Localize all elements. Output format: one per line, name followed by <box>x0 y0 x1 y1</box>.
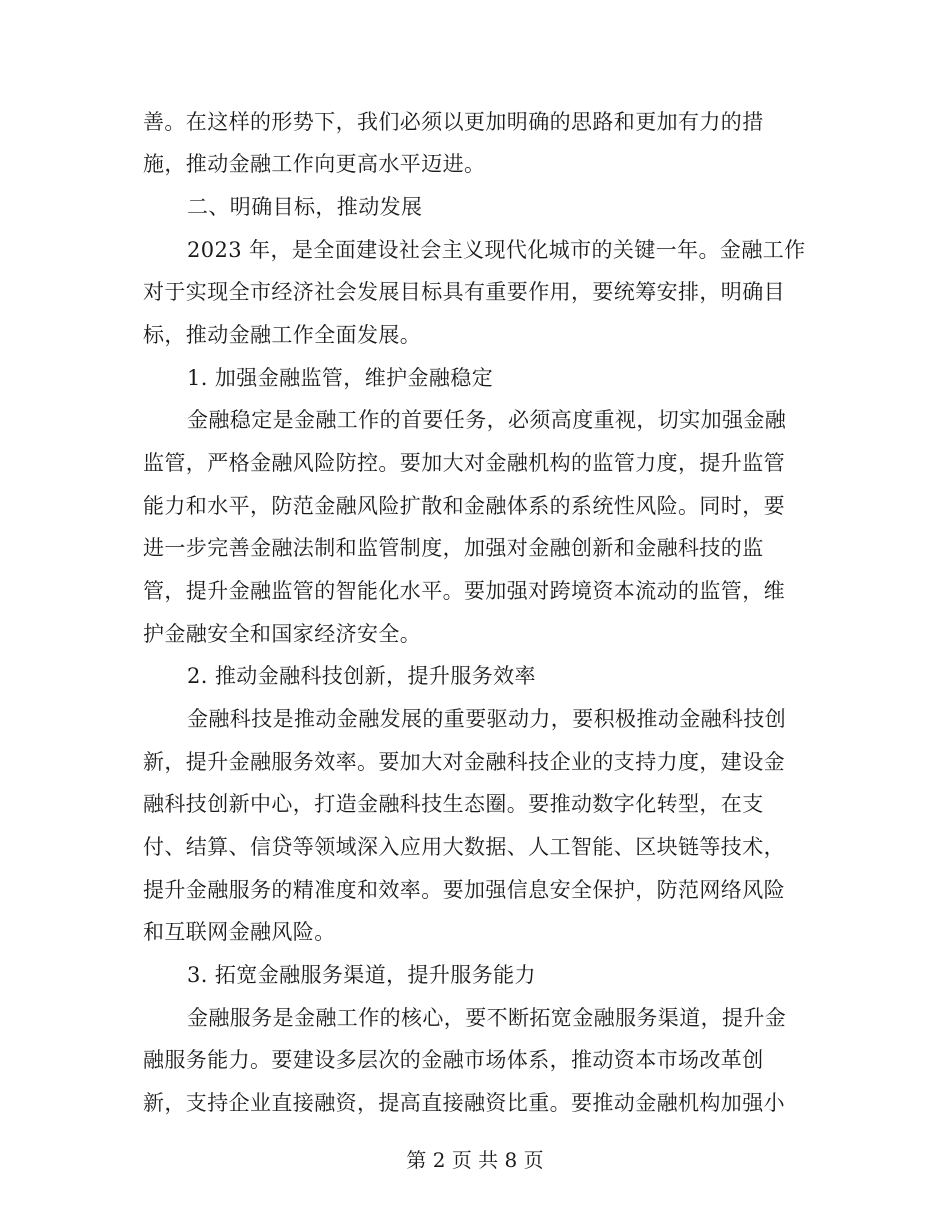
text-line: 和互联网金融风险。 <box>143 920 336 944</box>
text-line: 融服务能力。要建设多层次的金融市场体系，推动资本市场改革创 <box>143 1048 764 1072</box>
text-line: 善。在这样的形势下，我们必须以更加明确的思路和更加有力的措 <box>143 110 764 134</box>
text-line: 对于实现全市经济社会发展目标具有重要作用，要统筹安排，明确目 <box>143 280 785 304</box>
text-line: 提升金融服务的精准度和效率。要加强信息安全保护，防范网络风险 <box>143 878 785 902</box>
text-line: 监管，严格金融风险防控。要加大对金融机构的监管力度，提升监管 <box>143 451 785 475</box>
section-heading: 二、明确目标，推动发展 <box>187 195 423 219</box>
text-line: 新，提升金融服务效率。要加大对金融科技企业的支持力度，建设金 <box>143 750 785 774</box>
subsection-heading: 3. 拓宽金融服务渠道，提升服务能力 <box>187 963 536 987</box>
text-line: 金融服务是金融工作的核心，要不断拓宽金融服务渠道，提升金 <box>187 1006 787 1030</box>
page-footer: 第 2 页 共 8 页 <box>406 1148 544 1172</box>
text-line: 新，支持企业直接融资，提高直接融资比重。要推动金融机构加强小 <box>143 1091 785 1115</box>
text-line: 标，推动金融工作全面发展。 <box>143 323 422 347</box>
subsection-heading: 1. 加强金融监管，维护金融稳定 <box>187 366 494 390</box>
text-line: 2023 年，是全面建设社会主义现代化城市的关键一年。金融工作 <box>187 238 806 262</box>
text-line: 管，提升金融监管的智能化水平。要加强对跨境资本流动的监管，维 <box>143 579 785 603</box>
text-line: 付、结算、信贷等领域深入应用大数据、人工智能、区块链等技术， <box>143 835 785 859</box>
text-line: 进一步完善金融法制和监管制度，加强对金融创新和金融科技的监 <box>143 536 764 560</box>
text-line: 能力和水平，防范金融风险扩散和金融体系的系统性风险。同时，要 <box>143 494 785 518</box>
text-line: 融科技创新中心，打造金融科技生态圈。要推动数字化转型，在支 <box>143 792 764 816</box>
subsection-heading: 2. 推动金融科技创新，提升服务效率 <box>187 664 536 688</box>
text-line: 金融稳定是金融工作的首要任务，必须高度重视，切实加强金融 <box>187 408 787 432</box>
text-line: 施，推动金融工作向更高水平迈进。 <box>143 152 486 176</box>
text-line: 金融科技是推动金融发展的重要驱动力，要积极推动金融科技创 <box>187 707 787 731</box>
text-line: 护金融安全和国家经济安全。 <box>143 622 422 646</box>
